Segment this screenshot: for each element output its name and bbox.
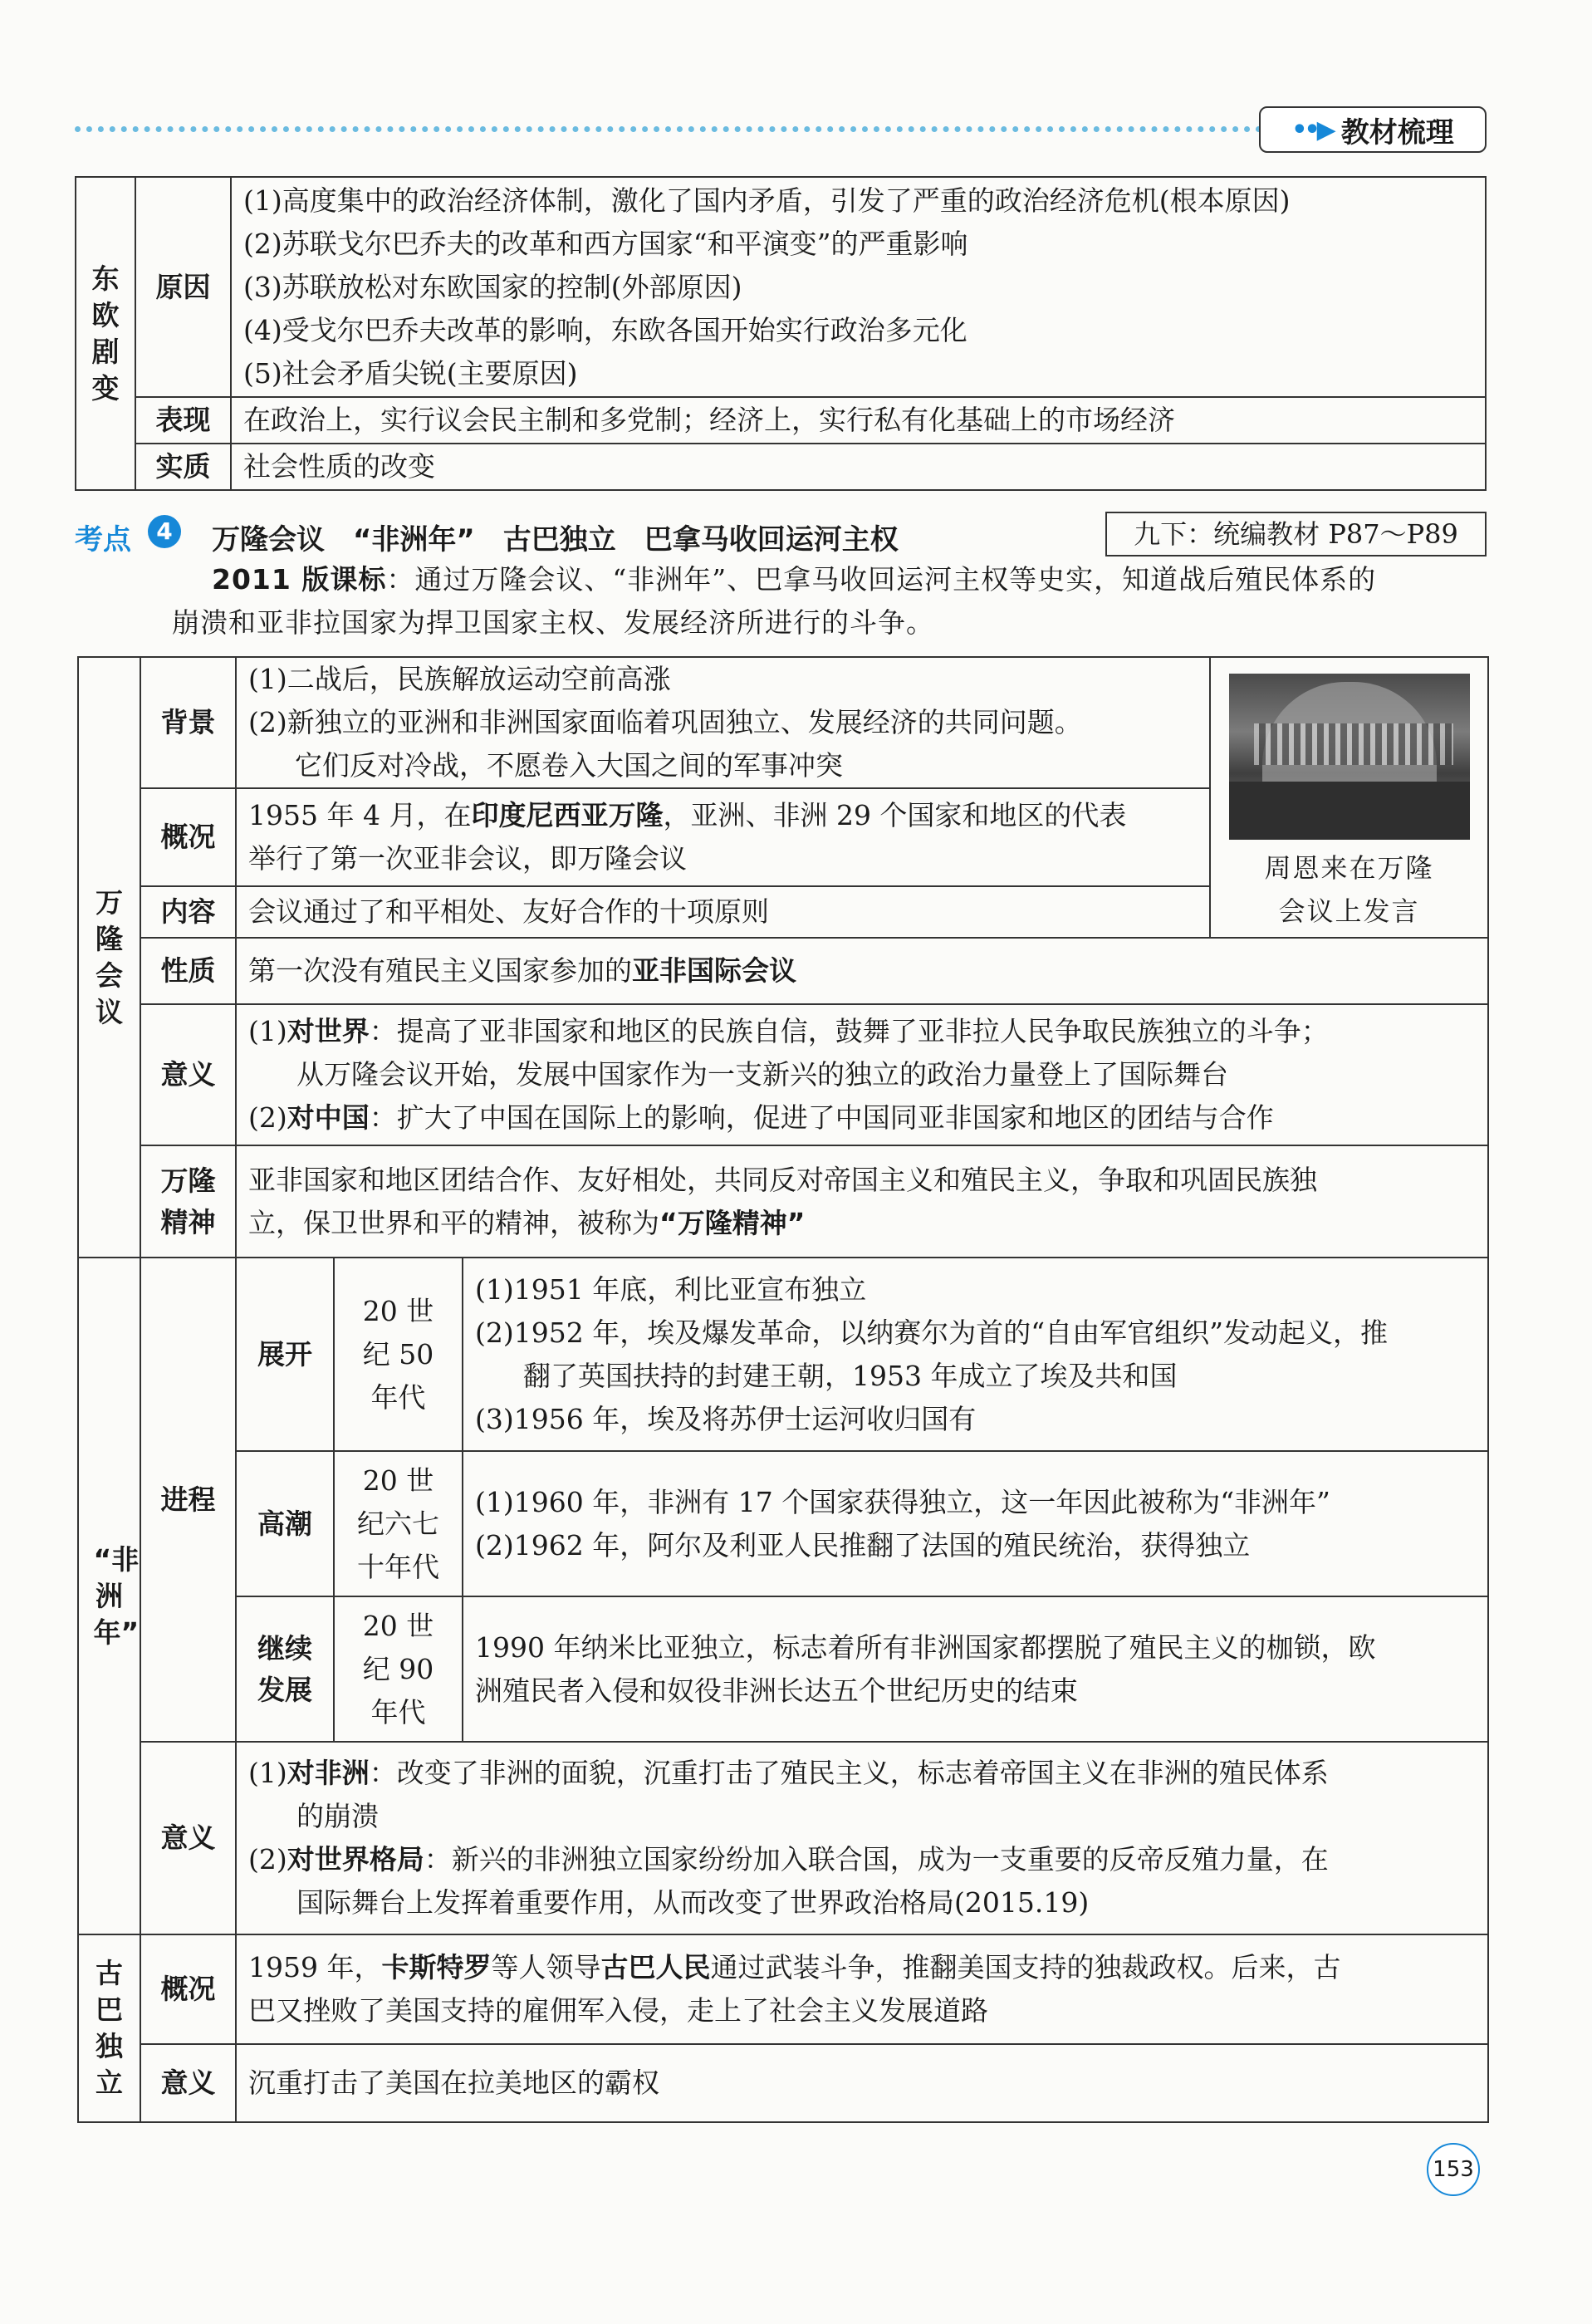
side-label-bandung-text: 万隆会议	[96, 885, 123, 1028]
content-cell	[236, 886, 1210, 938]
spirit-line-2-bold: “万隆精神”	[659, 1206, 806, 1239]
row-label-meaning: 意义	[140, 1004, 236, 1145]
stage-peak-line-1: (1)1960 年，非洲有 17 个国家获得独立，这一年因此被称为“非洲年”	[475, 1485, 1330, 1518]
row-label-cuba-overview: 概况	[140, 1934, 236, 2044]
spirit-label-1: 万隆	[160, 1164, 216, 1197]
row-label-essence: 实质	[135, 444, 231, 490]
period-line: 20 世	[362, 1464, 434, 1497]
meaning-1-bold: 对世界	[287, 1015, 370, 1047]
meaning-1-prefix: (1)	[248, 1015, 287, 1047]
photo-caption-line-1: 周恩来在万隆	[1264, 852, 1434, 884]
stage-start-line-3: 翻了英国扶持的封建王朝，1953 年成立了埃及共和国	[523, 1359, 1178, 1392]
cuba-overview-bold-1: 卡斯特罗	[381, 1951, 492, 1983]
stage-start-line-2: (2)1952 年，埃及爆发革命，以纳赛尔为首的“自由军官组织”发动起义，推	[475, 1316, 1388, 1349]
africa-meaning-1-prefix: (1)	[248, 1757, 287, 1789]
cuba-overview-cell	[236, 1934, 1488, 2044]
meaning-2-prefix: (2)	[248, 1101, 287, 1134]
meaning-2-bold: 对中国	[287, 1101, 370, 1134]
period-line: 年代	[370, 1380, 426, 1414]
overview-line-2: 举行了第一次亚非会议，即万隆会议	[248, 842, 687, 875]
stage-period-peak	[334, 1451, 463, 1596]
table-east-europe	[75, 176, 1487, 491]
standard-line-1: ：通过万隆会议、“非洲年”、巴拿马收回运河主权等史实，知道战后殖民体系的	[386, 563, 1377, 596]
africa-meaning-cell	[236, 1742, 1488, 1934]
spirit-line-2-pre: 立，保卫世界和平的精神，被称为	[248, 1206, 659, 1239]
cause-line-1: (1)高度集中的政治经济体制，激化了国内矛盾，引发了严重的政治经济危机(根本原因)	[243, 184, 1291, 217]
cuba-meaning-text: 沉重打击了美国在拉美地区的霸权	[248, 2067, 659, 2099]
row-label-overview: 概况	[140, 788, 236, 886]
stage-period-continue	[334, 1596, 463, 1742]
background-line-1: (1)二战后，民族解放运动空前高涨	[248, 663, 671, 695]
period-line: 20 世	[362, 1294, 434, 1327]
row-label-africa-meaning: 意义	[140, 1742, 236, 1934]
cuba-overview-post: 通过武装斗争，推翻美国支持的独裁政权。后来，古	[710, 1951, 1341, 1983]
spirit-cell	[236, 1145, 1488, 1258]
meaning-1-text: ：提高了亚非国家和地区的民族自信，鼓舞了亚非拉人民争取民族独立的斗争；	[369, 1015, 1329, 1047]
cause-line-4: (4)受戈尔巴乔夫改革的影响，东欧各国开始实行政治多元化	[243, 313, 967, 346]
stage-continue-line-2: 洲殖民者入侵和奴役非洲长达五个世纪历史的结束	[475, 1674, 1078, 1707]
cause-cell	[231, 177, 1486, 397]
stage-label-peak: 高潮	[236, 1451, 334, 1596]
row-label-cause: 原因	[135, 177, 231, 397]
performance-text: 在政治上，实行议会民主制和多党制；经济上，实行私有化基础上的市场经济	[243, 404, 1175, 436]
spirit-label-2: 精神	[160, 1205, 216, 1238]
kaodian-number: 4	[148, 515, 181, 548]
essence-cell	[231, 444, 1486, 490]
background-line-3: 它们反对冷战，不愿卷入大国之间的军事冲突	[295, 749, 843, 782]
background-line-2: (2)新独立的亚洲和非洲国家面临着巩固独立、发展经济的共同问题。	[248, 706, 1082, 738]
spirit-line-1: 亚非国家和地区团结合作、友好相处，共同反对帝国主义和殖民主义，争取和巩固民族独	[248, 1163, 1317, 1196]
africa-meaning-2-prefix: (2)	[248, 1843, 287, 1875]
africa-meaning-1-line-2: 的崩溃	[296, 1800, 379, 1832]
cause-line-5: (5)社会矛盾尖锐(主要原因)	[243, 356, 578, 390]
photo-zhou-enlai-bandung	[1229, 674, 1470, 840]
cuba-overview-pre: 1959 年，	[248, 1951, 382, 1983]
curriculum-standard	[172, 558, 1491, 645]
standard-label: 2011 版课标	[212, 563, 387, 596]
stage-start-line-1: (1)1951 年底，利比亚宣布独立	[475, 1272, 867, 1306]
stage-label-continue-text: 继续发展	[257, 1631, 312, 1706]
dotted-divider	[75, 126, 1262, 132]
row-label-cuba-meaning: 意义	[140, 2044, 236, 2122]
africa-meaning-1-bold: 对非洲	[287, 1757, 370, 1789]
stage-label-start: 展开	[236, 1258, 334, 1451]
side-label-bandung	[78, 657, 140, 1258]
meaning-cell	[236, 1004, 1488, 1145]
essence-text: 社会性质的改变	[243, 450, 435, 483]
stage-start-cell	[463, 1258, 1488, 1451]
stage-peak-line-2: (2)1962 年，阿尔及利亚人民推翻了法国的殖民统治，获得独立	[475, 1528, 1251, 1562]
stage-label-continue	[236, 1596, 334, 1742]
page-header	[75, 106, 1487, 156]
cuba-meaning-cell	[236, 2044, 1488, 2122]
period-line: 20 世	[362, 1609, 434, 1642]
cuba-overview-mid: 等人领导	[491, 1951, 601, 1983]
period-line: 年代	[370, 1695, 426, 1728]
content-text: 会议通过了和平相处、友好合作的十项原则	[248, 895, 769, 928]
photo-caption-line-2: 会议上发言	[1278, 895, 1420, 927]
cuba-overview-line-2: 巴又挫败了美国支持的雇佣军入侵，走上了社会主义发展道路	[248, 1994, 988, 2027]
row-label-background: 背景	[140, 657, 236, 788]
row-label-process: 进程	[140, 1258, 236, 1742]
period-line: 纪 50	[362, 1337, 434, 1370]
meaning-2-text: ：扩大了中国在国际上的影响，促进了中国同亚非国家和地区的团结与合作	[369, 1101, 1274, 1134]
stage-period-start	[334, 1258, 463, 1451]
section-tab-label: 教材梳理	[1340, 115, 1454, 150]
stage-peak-cell	[463, 1451, 1488, 1596]
overview-post: ，亚洲、非洲 29 个国家和地区的代表	[663, 799, 1127, 831]
row-label-nature: 性质	[140, 938, 236, 1004]
period-line: 纪 90	[362, 1652, 434, 1685]
row-label-spirit	[140, 1145, 236, 1258]
cause-line-3: (3)苏联放松对东欧国家的控制(外部原因)	[243, 270, 742, 303]
section-topics: 万隆会议 “非洲年” 古巴独立 巴拿马收回运河主权	[212, 523, 899, 556]
side-label-text: 东欧剧变	[91, 262, 120, 404]
side-label-cuba-text: 古巴独立	[96, 1957, 123, 2099]
overview-bold: 印度尼西亚万隆	[471, 799, 664, 831]
africa-meaning-2-line-2: 国际舞台上发挥着重要作用，从而改变了世界政治格局(2015.19)	[296, 1886, 1090, 1919]
side-label-cuba	[78, 1934, 140, 2122]
africa-meaning-2-text: ：新兴的非洲独立国家纷纷加入联合国，成为一支重要的反帝反殖力量，在	[424, 1843, 1329, 1875]
page-number: 153	[1427, 2143, 1480, 2196]
photo-cell	[1210, 657, 1488, 938]
africa-meaning-2-bold: 对世界格局	[287, 1843, 424, 1875]
performance-cell	[231, 397, 1486, 444]
nature-bold: 亚非国际会议	[632, 954, 796, 987]
period-line: 纪六七	[357, 1507, 439, 1540]
section-title	[75, 508, 1487, 558]
side-label-africa-year	[78, 1258, 140, 1934]
period-line: 十年代	[357, 1550, 439, 1583]
table-decolonization	[77, 656, 1489, 2123]
row-label-content: 内容	[140, 886, 236, 938]
overview-pre: 1955 年 4 月，在	[248, 799, 472, 831]
section-tab	[1259, 106, 1487, 153]
cause-line-2: (2)苏联戈尔巴乔夫的改革和西方国家“和平演变”的严重影响	[243, 227, 968, 260]
overview-cell	[236, 788, 1210, 886]
meaning-1-line-2: 从万隆会议开始，发展中国家作为一支新兴的独立的政治力量登上了国际舞台	[296, 1058, 1228, 1091]
side-label-east-europe	[76, 177, 135, 490]
row-label-performance: 表现	[135, 397, 231, 444]
side-label-africa-text: “非洲年”	[93, 1542, 140, 1649]
textbook-reference: 九下：统编教材 P87～P89	[1105, 512, 1487, 556]
stage-continue-cell	[463, 1596, 1488, 1742]
stage-continue-line-1: 1990 年纳米比亚独立，标志着所有非洲国家都摆脱了殖民主义的枷锁，欧	[475, 1630, 1376, 1664]
africa-meaning-1-text: ：改变了非洲的面貌，沉重打击了殖民主义，标志着帝国主义在非洲的殖民体系	[369, 1757, 1329, 1789]
background-cell	[236, 657, 1210, 788]
standard-line-2: 崩溃和亚非拉国家为捍卫国家主权、发展经济所进行的斗争。	[172, 606, 934, 639]
cuba-overview-bold-2: 古巴人民	[600, 1951, 711, 1983]
kaodian-label: 考点	[75, 523, 131, 556]
double-arrow-icon: ••▶	[1291, 115, 1333, 145]
nature-cell	[236, 938, 1488, 1004]
nature-pre: 第一次没有殖民主义国家参加的	[248, 954, 632, 987]
stage-start-line-4: (3)1956 年，埃及将苏伊士运河收归国有	[475, 1402, 977, 1435]
